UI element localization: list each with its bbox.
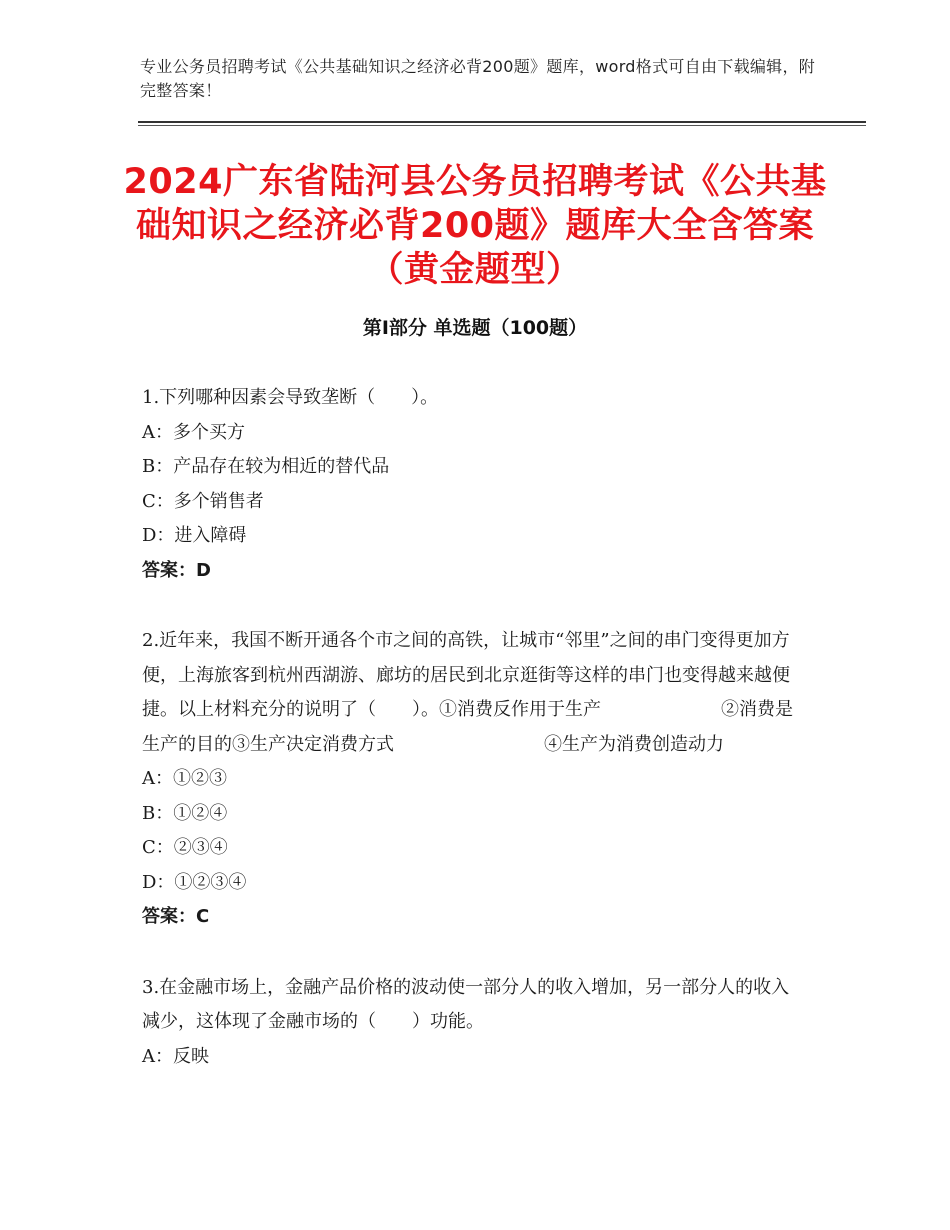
- question-text-part-3: ④生产为消费创造动力: [544, 733, 724, 755]
- question-list: [142, 381, 802, 1110]
- question-text-part-1: 2.近年来，我国不断开通各个市之间的高铁，让城市“邻里”之间的串门变得更加方便，上海旅客到杭州西湖游、廊坊的居民到北京逛街等这样的串门也变得越来越便捷。以上材料充分的说明了（ ）。①消费反作用于生产: [142, 630, 790, 720]
- option-a: A：反映: [142, 1045, 209, 1067]
- option-c: C：多个销售者: [142, 490, 264, 512]
- header-note: 专业公务员招聘考试《公共基础知识之经济必背200题》题库，word格式可自由下载编辑，附完整答案！: [140, 57, 816, 100]
- section-title: 第Ⅰ部分 单选题（100题）: [362, 317, 588, 339]
- option-a: A：多个买方: [142, 421, 245, 443]
- header-divider-thin: [138, 125, 866, 126]
- answer: 答案：C: [142, 906, 210, 927]
- question-2: [142, 624, 802, 935]
- option-a: A：①②③: [142, 768, 227, 789]
- question-text-part-2: ②消费是生产的目的③生产决定消费方式: [142, 699, 793, 755]
- option-b: B：产品存在较为相近的替代品: [142, 456, 390, 477]
- question-3: [142, 971, 802, 1075]
- option-d: D：进入障碍: [142, 525, 247, 546]
- question-text: 3.在金融市场上，金融产品价格的波动使一部分人的收入增加，另一部分人的收入减少，这体现了金融市场的（ ）功能。: [142, 976, 790, 1032]
- header-divider-thick: [138, 121, 866, 123]
- option-b: B：①②④: [142, 802, 228, 824]
- question-1: [142, 381, 802, 588]
- option-d: D：①②③④: [142, 871, 247, 893]
- document-title: 2024广东省陆河县公务员招聘考试《公共基础知识之经济必背200题》题库大全含答案（黄金题型）: [123, 162, 827, 290]
- answer: 答案：D: [142, 559, 211, 581]
- question-text: 1.下列哪种因素会导致垄断（ ）。: [142, 387, 439, 408]
- question-text: [142, 624, 802, 762]
- option-c: C：②③④: [142, 837, 228, 858]
